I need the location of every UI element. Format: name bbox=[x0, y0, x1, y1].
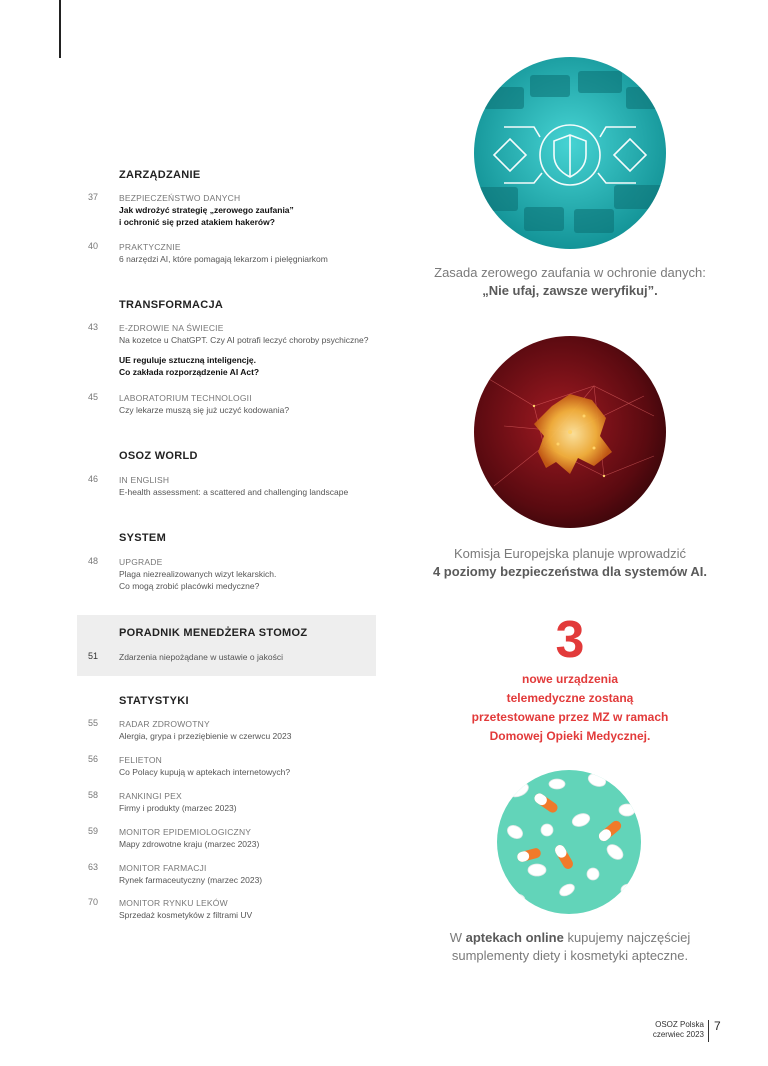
caption-zero-trust bbox=[420, 264, 720, 300]
highlight-box bbox=[77, 615, 376, 676]
entry-description: Mapy zdrowotne kraju (marzec 2023) bbox=[119, 839, 260, 849]
page-number: 48 bbox=[88, 556, 99, 566]
europe-map-image bbox=[474, 336, 666, 528]
entry-category: FELIETON bbox=[119, 755, 163, 765]
page-number: 55 bbox=[88, 718, 99, 728]
entry-category: RADAR ZDROWOTNY bbox=[119, 719, 210, 729]
page-number: 40 bbox=[88, 241, 99, 251]
stat-line: nowe urządzenia bbox=[521, 672, 619, 686]
entry-description: Firmy i produkty (marzec 2023) bbox=[119, 803, 237, 813]
caption-text: kupujemy najczęściej bbox=[563, 930, 691, 945]
caption-text: W bbox=[449, 930, 466, 945]
shield-icon bbox=[474, 57, 666, 249]
entry-category: RANKINGI PEX bbox=[119, 791, 182, 801]
page-number: 45 bbox=[88, 392, 99, 402]
pills-image bbox=[497, 770, 641, 914]
entry-category: E-ZDROWIE NA ŚWIECIE bbox=[119, 323, 224, 333]
crop-mark bbox=[59, 0, 61, 58]
entry-category: UPGRADE bbox=[119, 557, 163, 567]
entry-description: Rynek farmaceutyczny (marzec 2023) bbox=[119, 875, 263, 885]
footer bbox=[620, 1020, 704, 1040]
entry-category: MONITOR EPIDEMIOLOGICZNY bbox=[119, 827, 252, 837]
page-number: 37 bbox=[88, 192, 99, 202]
caption-bold-line: 4 poziomy bezpieczeństwa dla systemów AI. bbox=[432, 564, 708, 579]
stat-line: Domowej Opieki Medycznej. bbox=[489, 729, 651, 743]
entry-description: Co mogą zrobić placówki medyczne? bbox=[119, 581, 260, 591]
page-number: 59 bbox=[88, 826, 99, 836]
section-title-zarzadzanie: ZARZĄDZANIE bbox=[119, 169, 201, 181]
page-number: 43 bbox=[88, 322, 99, 332]
page-number: 51 bbox=[88, 651, 99, 661]
stat-line: przetestowane przez MZ w ramach bbox=[471, 710, 669, 724]
section-title-system: SYSTEM bbox=[119, 532, 167, 544]
entry-description: Sprzedaż kosmetyków z filtrami UV bbox=[119, 910, 253, 920]
entry-title: Jak wdrożyć strategię „zerowego zaufania” bbox=[119, 205, 294, 215]
footer-divider bbox=[708, 1020, 709, 1042]
page-number: 58 bbox=[88, 790, 99, 800]
entry-description: 6 narzędzi AI, które pomagają lekarzom i pielęgniarkom bbox=[119, 254, 328, 264]
stat-number: 3 bbox=[555, 611, 585, 669]
page-number-footer: 7 bbox=[714, 1019, 721, 1033]
entry-title: i ochronić się przed atakiem hakerów? bbox=[119, 217, 275, 227]
caption-bold-text: aptekach online bbox=[465, 930, 564, 945]
footer-date: czerwiec 2023 bbox=[652, 1030, 704, 1039]
page-number: 46 bbox=[88, 474, 99, 484]
entry-category: LABORATORIUM TECHNOLOGII bbox=[119, 393, 252, 403]
entry-description: Co Polacy kupują w aptekach internetowych? bbox=[119, 767, 291, 777]
stat-line: telemedyczne zostaną bbox=[506, 691, 634, 705]
page-number: 56 bbox=[88, 754, 99, 764]
entry-description: Czy lekarze muszą się już uczyć kodowania? bbox=[119, 405, 290, 415]
entry-description: Alergia, grypa i przeziębienie w czerwcu 2023 bbox=[119, 731, 292, 741]
caption-ai-act bbox=[420, 545, 720, 581]
section-title-statystyki: STATYSTYKI bbox=[119, 695, 189, 707]
cybersecurity-image bbox=[474, 57, 666, 249]
entry-description: Na kozetce u ChatGPT. Czy AI potrafi leczyć choroby psychiczne? bbox=[119, 335, 369, 345]
entry-description: Plaga niezrealizowanych wizyt lekarskich. bbox=[119, 569, 277, 579]
caption-line bbox=[420, 929, 720, 947]
entry-category: PRAKTYCZNIE bbox=[119, 242, 181, 252]
entry-title: Co zakłada rozporządzenie AI Act? bbox=[119, 367, 260, 377]
section-title-transformacja: TRANSFORMACJA bbox=[119, 299, 224, 311]
caption-line: sumplementy diety i kosmetyki apteczne. bbox=[451, 948, 689, 963]
entry-description: Zdarzenia niepożądane w ustawie o jakości bbox=[119, 652, 283, 662]
caption-pharmacy bbox=[420, 929, 720, 965]
caption-line: Zasada zerowego zaufania w ochronie danych: bbox=[434, 265, 706, 280]
entry-category: BEZPIECZEŃSTWO DANYCH bbox=[119, 193, 241, 203]
europe-map-icon bbox=[474, 336, 666, 528]
caption-bold-line: „Nie ufaj, zawsze weryfikuj”. bbox=[482, 283, 658, 298]
section-title-poradnik: PORADNIK MENEDŻERA STOMOZ bbox=[119, 627, 308, 639]
page-number: 70 bbox=[88, 897, 99, 907]
page-number: 63 bbox=[88, 862, 99, 872]
pills-icon bbox=[497, 770, 641, 914]
entry-title: UE reguluje sztuczną inteligencję. bbox=[119, 355, 256, 365]
caption-line: Komisja Europejska planuje wprowadzić bbox=[454, 546, 686, 561]
entry-category: IN ENGLISH bbox=[119, 475, 170, 485]
entry-category: MONITOR RYNKU LEKÓW bbox=[119, 898, 228, 908]
entry-category: MONITOR FARMACJI bbox=[119, 863, 207, 873]
footer-publication: OSOZ Polska bbox=[655, 1020, 704, 1029]
section-title-osoz-world: OSOZ WORLD bbox=[119, 450, 198, 462]
stat-caption bbox=[440, 670, 700, 746]
entry-description: E-health assessment: a scattered and challenging landscape bbox=[119, 487, 349, 497]
